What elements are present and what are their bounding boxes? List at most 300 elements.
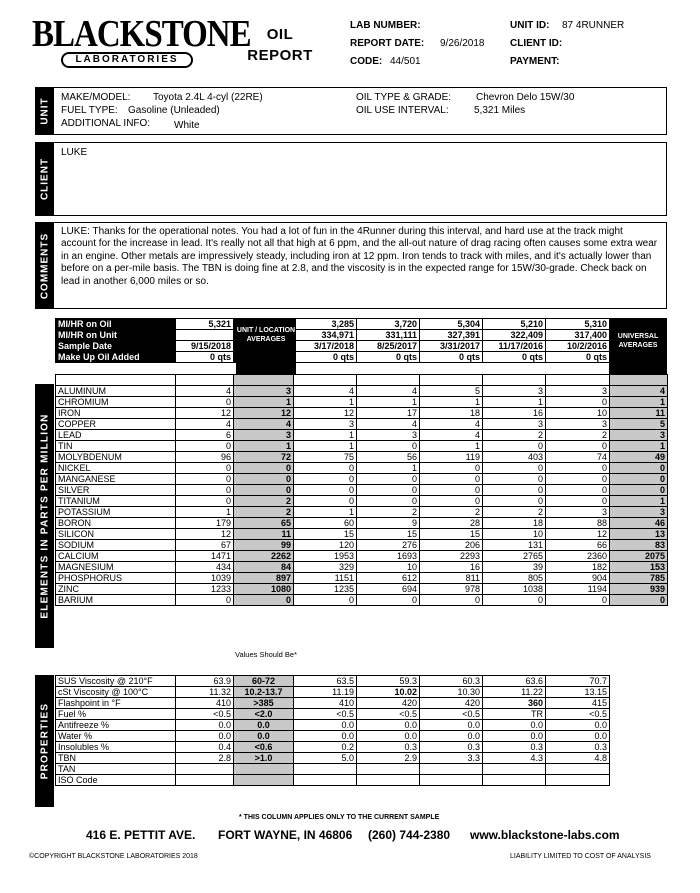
- element-history-value: 74: [546, 452, 610, 463]
- element-history-value: 4: [357, 419, 420, 430]
- property-should-be: >1.0: [234, 753, 294, 764]
- element-history-value: 2: [483, 507, 546, 518]
- property-row: [56, 720, 610, 731]
- element-history-value: 3: [546, 507, 610, 518]
- element-history-value: 1: [420, 441, 483, 452]
- spacer-cell: [546, 375, 610, 386]
- element-name: ALUMINUM: [56, 386, 176, 397]
- element-history-value: 0: [420, 496, 483, 507]
- element-unit-average: 12: [234, 408, 294, 419]
- element-history-value: 0: [546, 474, 610, 485]
- element-current-value: 4: [176, 386, 234, 397]
- unit-section-label: UNIT: [35, 87, 54, 135]
- element-history-value: 206: [420, 540, 483, 551]
- element-history-value: 4: [294, 386, 357, 397]
- property-should-be: 10.2-13.7: [234, 687, 294, 698]
- element-row: [56, 463, 668, 474]
- element-history-value: 0: [546, 397, 610, 408]
- comments-section: [35, 222, 667, 309]
- property-history-value: [294, 775, 357, 786]
- element-row: [56, 507, 668, 518]
- property-history-value: 0.2: [294, 742, 357, 753]
- property-should-be: <2.0: [234, 709, 294, 720]
- element-current-value: 1471: [176, 551, 234, 562]
- element-name: MANGANESE: [56, 474, 176, 485]
- element-row: [56, 485, 668, 496]
- property-history-value: [546, 775, 610, 786]
- property-history-value: [357, 764, 420, 775]
- property-history-value: 0.3: [420, 742, 483, 753]
- element-history-value: 0: [357, 485, 420, 496]
- history-sample-cell: 5,304: [420, 319, 483, 330]
- element-row: [56, 452, 668, 463]
- property-name: Antifreeze %: [56, 720, 176, 731]
- property-should-be: 0.0: [234, 731, 294, 742]
- code-label: CODE:: [350, 56, 383, 67]
- element-universal-average: 46: [610, 518, 668, 529]
- element-history-value: 2: [357, 507, 420, 518]
- element-current-value: 12: [176, 529, 234, 540]
- elements-section-label: ELEMENTS IN PARTS PER MILLION: [35, 384, 54, 648]
- element-current-value: 67: [176, 540, 234, 551]
- element-history-value: 15: [357, 529, 420, 540]
- property-history-value: 0.3: [357, 742, 420, 753]
- property-current-value: 2.8: [176, 753, 234, 764]
- property-name: ISO Code: [56, 775, 176, 786]
- element-history-value: 694: [357, 584, 420, 595]
- property-current-value: <0.5: [176, 709, 234, 720]
- element-history-value: 0: [294, 496, 357, 507]
- element-history-value: 60: [294, 518, 357, 529]
- element-name: LEAD: [56, 430, 176, 441]
- property-history-value: 5.0: [294, 753, 357, 764]
- element-history-value: 18: [483, 518, 546, 529]
- element-history-value: 0: [546, 485, 610, 496]
- element-universal-average: 4: [610, 386, 668, 397]
- elements-table: [55, 374, 668, 606]
- element-name: NICKEL: [56, 463, 176, 474]
- client-section: [35, 142, 667, 216]
- element-history-value: 1: [294, 430, 357, 441]
- element-history-value: 403: [483, 452, 546, 463]
- fuel-type-label: FUEL TYPE:: [61, 105, 118, 116]
- element-history-value: 1: [483, 397, 546, 408]
- element-universal-average: 0: [610, 485, 668, 496]
- element-name: SILICON: [56, 529, 176, 540]
- element-history-value: 978: [420, 584, 483, 595]
- property-history-value: 360: [483, 698, 546, 709]
- property-history-value: <0.5: [546, 709, 610, 720]
- element-history-value: 1: [294, 441, 357, 452]
- element-unit-average: 1: [234, 441, 294, 452]
- element-history-value: 805: [483, 573, 546, 584]
- property-row: [56, 764, 610, 775]
- current-sample-cell: 5,321: [176, 319, 234, 330]
- report-date-label: REPORT DATE:: [350, 38, 425, 49]
- blackstone-logo: [32, 14, 251, 76]
- element-current-value: 6: [176, 430, 234, 441]
- element-current-value: 1233: [176, 584, 234, 595]
- sample-row-label: Sample Date: [56, 341, 176, 352]
- element-row: [56, 540, 668, 551]
- element-unit-average: 0: [234, 463, 294, 474]
- element-universal-average: 49: [610, 452, 668, 463]
- history-sample-cell: 0 qts: [420, 352, 483, 363]
- element-history-value: 2293: [420, 551, 483, 562]
- element-name: TIN: [56, 441, 176, 452]
- spacer-row: [56, 375, 668, 386]
- element-universal-average: 0: [610, 474, 668, 485]
- element-universal-average: 0: [610, 595, 668, 606]
- element-history-value: 0: [483, 595, 546, 606]
- element-history-value: 3: [294, 419, 357, 430]
- oil-use-label: OIL USE INTERVAL:: [356, 105, 449, 116]
- history-sample-cell: 5,310: [546, 319, 610, 330]
- element-current-value: 4: [176, 419, 234, 430]
- element-row: [56, 474, 668, 485]
- property-history-value: <0.5: [420, 709, 483, 720]
- element-history-value: 0: [357, 441, 420, 452]
- element-name: PHOSPHORUS: [56, 573, 176, 584]
- sample-info-row: [56, 352, 610, 363]
- element-current-value: 0: [176, 496, 234, 507]
- spacer-cell: [56, 375, 176, 386]
- element-history-value: 0: [546, 441, 610, 452]
- property-current-value: 410: [176, 698, 234, 709]
- element-history-value: 276: [357, 540, 420, 551]
- element-row: [56, 595, 668, 606]
- property-history-value: 59.3: [357, 676, 420, 687]
- element-history-value: 1038: [483, 584, 546, 595]
- additional-info-value: White: [174, 120, 200, 131]
- property-history-value: 420: [357, 698, 420, 709]
- element-name: MAGNESIUM: [56, 562, 176, 573]
- unit-section: [35, 87, 667, 135]
- element-row: [56, 386, 668, 397]
- history-sample-cell: 3/17/2018: [294, 341, 357, 352]
- history-sample-cell: 327,391: [420, 330, 483, 341]
- property-history-value: 0.0: [294, 720, 357, 731]
- element-history-value: 9: [357, 518, 420, 529]
- element-history-value: 1953: [294, 551, 357, 562]
- property-history-value: 0.0: [294, 731, 357, 742]
- element-unit-average: 1080: [234, 584, 294, 595]
- element-history-value: 3: [546, 386, 610, 397]
- element-universal-average: 11: [610, 408, 668, 419]
- property-history-value: 0.0: [357, 731, 420, 742]
- element-universal-average: 5: [610, 419, 668, 430]
- element-history-value: 0: [483, 441, 546, 452]
- element-history-value: 0: [546, 463, 610, 474]
- property-history-value: [546, 764, 610, 775]
- element-history-value: 88: [546, 518, 610, 529]
- element-universal-average: 2075: [610, 551, 668, 562]
- element-history-value: 4: [357, 386, 420, 397]
- property-current-value: [176, 764, 234, 775]
- property-history-value: 0.3: [483, 742, 546, 753]
- element-history-value: 811: [420, 573, 483, 584]
- element-name: BORON: [56, 518, 176, 529]
- property-history-value: 4.8: [546, 753, 610, 764]
- logo-wordmark: BLACKSTONE: [32, 14, 251, 56]
- city: FORT WAYNE, IN 46806: [218, 828, 353, 842]
- address: 416 E. PETTIT AVE.: [86, 828, 196, 842]
- property-current-value: 11.32: [176, 687, 234, 698]
- unit-id-value: 87 4RUNNER: [562, 20, 625, 31]
- element-history-value: 16: [483, 408, 546, 419]
- property-history-value: 2.9: [357, 753, 420, 764]
- element-unit-average: 1: [234, 397, 294, 408]
- element-history-value: 12: [294, 408, 357, 419]
- element-row: [56, 562, 668, 573]
- property-name: Fuel %: [56, 709, 176, 720]
- property-row: [56, 698, 610, 709]
- element-history-value: 0: [420, 463, 483, 474]
- history-sample-cell: 334,971: [294, 330, 357, 341]
- element-row: [56, 529, 668, 540]
- element-current-value: 96: [176, 452, 234, 463]
- comments-section-label: COMMENTS: [35, 222, 54, 309]
- fuel-type-value: Gasoline (Unleaded): [128, 105, 220, 116]
- property-row: [56, 742, 610, 753]
- logo-subtitle: LABORATORIES: [61, 52, 193, 68]
- element-current-value: 0: [176, 397, 234, 408]
- history-sample-cell: 3,285: [294, 319, 357, 330]
- element-history-value: 16: [420, 562, 483, 573]
- sample-row-label: MI/HR on Oil: [56, 319, 176, 330]
- copyright: ©COPYRIGHT BLACKSTONE LABORATORIES 2018: [29, 853, 198, 860]
- property-history-value: 0.0: [483, 720, 546, 731]
- element-universal-average: 3: [610, 507, 668, 518]
- property-name: cSt Viscosity @ 100°C: [56, 687, 176, 698]
- element-universal-average: 153: [610, 562, 668, 573]
- current-sample-cell: 0 qts: [176, 352, 234, 363]
- sample-info-row: [56, 319, 610, 330]
- property-history-value: 0.0: [420, 731, 483, 742]
- property-name: Flashpoint in °F: [56, 698, 176, 709]
- element-history-value: 4: [420, 419, 483, 430]
- property-current-value: 0.0: [176, 731, 234, 742]
- property-history-value: 0.0: [483, 731, 546, 742]
- element-universal-average: 785: [610, 573, 668, 584]
- element-universal-average: 0: [610, 463, 668, 474]
- element-name: BARIUM: [56, 595, 176, 606]
- client-name: LUKE: [61, 147, 88, 158]
- property-history-value: [483, 775, 546, 786]
- make-model-value: Toyota 2.4L 4-cyl (22RE): [153, 92, 263, 103]
- element-history-value: 904: [546, 573, 610, 584]
- element-history-value: 66: [546, 540, 610, 551]
- property-history-value: 63.6: [483, 676, 546, 687]
- current-sample-cell: 9/15/2018: [176, 341, 234, 352]
- history-sample-cell: 317,400: [546, 330, 610, 341]
- make-model-label: MAKE/MODEL:: [61, 92, 131, 103]
- property-history-value: <0.5: [294, 709, 357, 720]
- oil-type-value: Chevron Delo 15W/30: [476, 92, 575, 103]
- element-unit-average: 2: [234, 507, 294, 518]
- history-sample-cell: 5,210: [483, 319, 546, 330]
- element-history-value: 0: [483, 485, 546, 496]
- property-history-value: 0.3: [546, 742, 610, 753]
- spacer-cell: [357, 375, 420, 386]
- element-unit-average: 2262: [234, 551, 294, 562]
- property-history-value: 13.15: [546, 687, 610, 698]
- history-sample-cell: 322,409: [483, 330, 546, 341]
- property-row: [56, 709, 610, 720]
- element-history-value: 10: [546, 408, 610, 419]
- element-current-value: 1: [176, 507, 234, 518]
- property-name: Insolubles %: [56, 742, 176, 753]
- element-unit-average: 4: [234, 419, 294, 430]
- element-current-value: 0: [176, 485, 234, 496]
- property-current-value: [176, 775, 234, 786]
- element-history-value: 0: [294, 595, 357, 606]
- element-unit-average: 72: [234, 452, 294, 463]
- element-history-value: 329: [294, 562, 357, 573]
- property-history-value: TR: [483, 709, 546, 720]
- element-history-value: 0: [357, 496, 420, 507]
- element-history-value: 131: [483, 540, 546, 551]
- element-history-value: 0: [357, 474, 420, 485]
- element-history-value: 10: [357, 562, 420, 573]
- history-sample-cell: 0 qts: [294, 352, 357, 363]
- oil-use-value: 5,321 Miles: [474, 105, 526, 116]
- element-unit-average: 3: [234, 386, 294, 397]
- property-history-value: [420, 764, 483, 775]
- property-name: TBN: [56, 753, 176, 764]
- column-footnote: * THIS COLUMN APPLIES ONLY TO THE CURRENT SAMPLE: [239, 814, 440, 821]
- liability-note: LIABILITY LIMITED TO COST OF ANALYSIS: [510, 853, 651, 860]
- property-should-be: [234, 764, 294, 775]
- element-universal-average: 939: [610, 584, 668, 595]
- element-name: SODIUM: [56, 540, 176, 551]
- element-history-value: 2360: [546, 551, 610, 562]
- element-universal-average: 13: [610, 529, 668, 540]
- element-history-value: 15: [420, 529, 483, 540]
- property-history-value: 3.3: [420, 753, 483, 764]
- report-title: OIL REPORT: [247, 26, 313, 64]
- phone: (260) 744-2380: [368, 828, 451, 842]
- property-should-be: 0.0: [234, 720, 294, 731]
- property-history-value: [294, 764, 357, 775]
- spacer-cell: [610, 375, 668, 386]
- element-unit-average: 11: [234, 529, 294, 540]
- unit-id-label: UNIT ID:: [510, 20, 550, 31]
- history-sample-cell: 10/2/2016: [546, 341, 610, 352]
- element-history-value: 1: [294, 397, 357, 408]
- element-current-value: 12: [176, 408, 234, 419]
- element-history-value: 17: [357, 408, 420, 419]
- element-history-value: 12: [546, 529, 610, 540]
- spacer-cell: [294, 375, 357, 386]
- properties-section-label: PROPERTIES: [35, 675, 54, 807]
- element-unit-average: 65: [234, 518, 294, 529]
- element-history-value: 3: [483, 386, 546, 397]
- element-universal-average: 1: [610, 397, 668, 408]
- element-history-value: 0: [483, 496, 546, 507]
- element-history-value: 18: [420, 408, 483, 419]
- element-history-value: 1: [357, 397, 420, 408]
- history-sample-cell: 3/31/2017: [420, 341, 483, 352]
- history-sample-cell: 0 qts: [357, 352, 420, 363]
- element-row: [56, 573, 668, 584]
- properties-table: [55, 675, 610, 786]
- element-name: COPPER: [56, 419, 176, 430]
- element-row: [56, 551, 668, 562]
- element-name: MOLYBDENUM: [56, 452, 176, 463]
- website-link[interactable]: www.blackstone-labs.com: [470, 828, 620, 842]
- element-current-value: 0: [176, 441, 234, 452]
- client-id-label: CLIENT ID:: [510, 38, 563, 49]
- element-name: TITANIUM: [56, 496, 176, 507]
- property-name: Water %: [56, 731, 176, 742]
- element-row: [56, 584, 668, 595]
- element-unit-average: 99: [234, 540, 294, 551]
- comments-text: LUKE: Thanks for the operational notes. You had a lot of fun in the 4Runner during this interval, and hard use at the track might account for the increase in lead. It's really not all that high at 6 ppm, and the all-out nature of drag racing often causes some extra wear in an engine. Other metals are impressively steady, including iron at 12 ppm. Iron tends to track with miles, and it's actually lower than before on a per-mile basis. The TBN is doing fine at 2.8, and the viscosity is in the expected range for 15W/30-grade. Check back on lead in another 6,000 miles or so.: [61, 226, 658, 287]
- property-history-value: [420, 775, 483, 786]
- element-current-value: 0: [176, 595, 234, 606]
- property-row: [56, 775, 610, 786]
- current-sample-cell: [176, 330, 234, 341]
- history-sample-cell: 8/25/2017: [357, 341, 420, 352]
- sample-info-row: [56, 341, 610, 352]
- property-row: [56, 753, 610, 764]
- property-history-value: <0.5: [357, 709, 420, 720]
- element-history-value: 0: [294, 463, 357, 474]
- property-history-value: 410: [294, 698, 357, 709]
- element-history-value: 3: [357, 430, 420, 441]
- property-row: [56, 731, 610, 742]
- element-unit-average: 3: [234, 430, 294, 441]
- element-history-value: 0: [420, 474, 483, 485]
- element-history-value: 612: [357, 573, 420, 584]
- element-row: [56, 397, 668, 408]
- property-history-value: 11.19: [294, 687, 357, 698]
- element-name: SILVER: [56, 485, 176, 496]
- element-history-value: 3: [483, 419, 546, 430]
- element-history-value: 56: [357, 452, 420, 463]
- element-unit-average: 897: [234, 573, 294, 584]
- element-history-value: 120: [294, 540, 357, 551]
- element-history-value: 2765: [483, 551, 546, 562]
- element-unit-average: 2: [234, 496, 294, 507]
- element-history-value: 0: [483, 463, 546, 474]
- element-history-value: 4: [420, 430, 483, 441]
- oil-type-label: OIL TYPE & GRADE:: [356, 92, 452, 103]
- lab-number-label: LAB NUMBER:: [350, 20, 421, 31]
- element-universal-average: 1: [610, 496, 668, 507]
- property-name: TAN: [56, 764, 176, 775]
- property-history-value: 0.0: [357, 720, 420, 731]
- element-current-value: 1039: [176, 573, 234, 584]
- element-history-value: 0: [546, 595, 610, 606]
- property-history-value: 0.0: [546, 731, 610, 742]
- element-history-value: 182: [546, 562, 610, 573]
- report-date-value: 9/26/2018: [440, 38, 485, 49]
- property-history-value: 60.3: [420, 676, 483, 687]
- property-name: SUS Viscosity @ 210°F: [56, 676, 176, 687]
- property-history-value: 10.02: [357, 687, 420, 698]
- element-history-value: 2: [483, 430, 546, 441]
- values-should-be-label: Values Should Be*: [235, 650, 297, 659]
- element-name: IRON: [56, 408, 176, 419]
- element-history-value: 10: [483, 529, 546, 540]
- element-history-value: 1151: [294, 573, 357, 584]
- element-history-value: 1235: [294, 584, 357, 595]
- property-history-value: 415: [546, 698, 610, 709]
- element-current-value: 179: [176, 518, 234, 529]
- sample-row-label: Make Up Oil Added: [56, 352, 176, 363]
